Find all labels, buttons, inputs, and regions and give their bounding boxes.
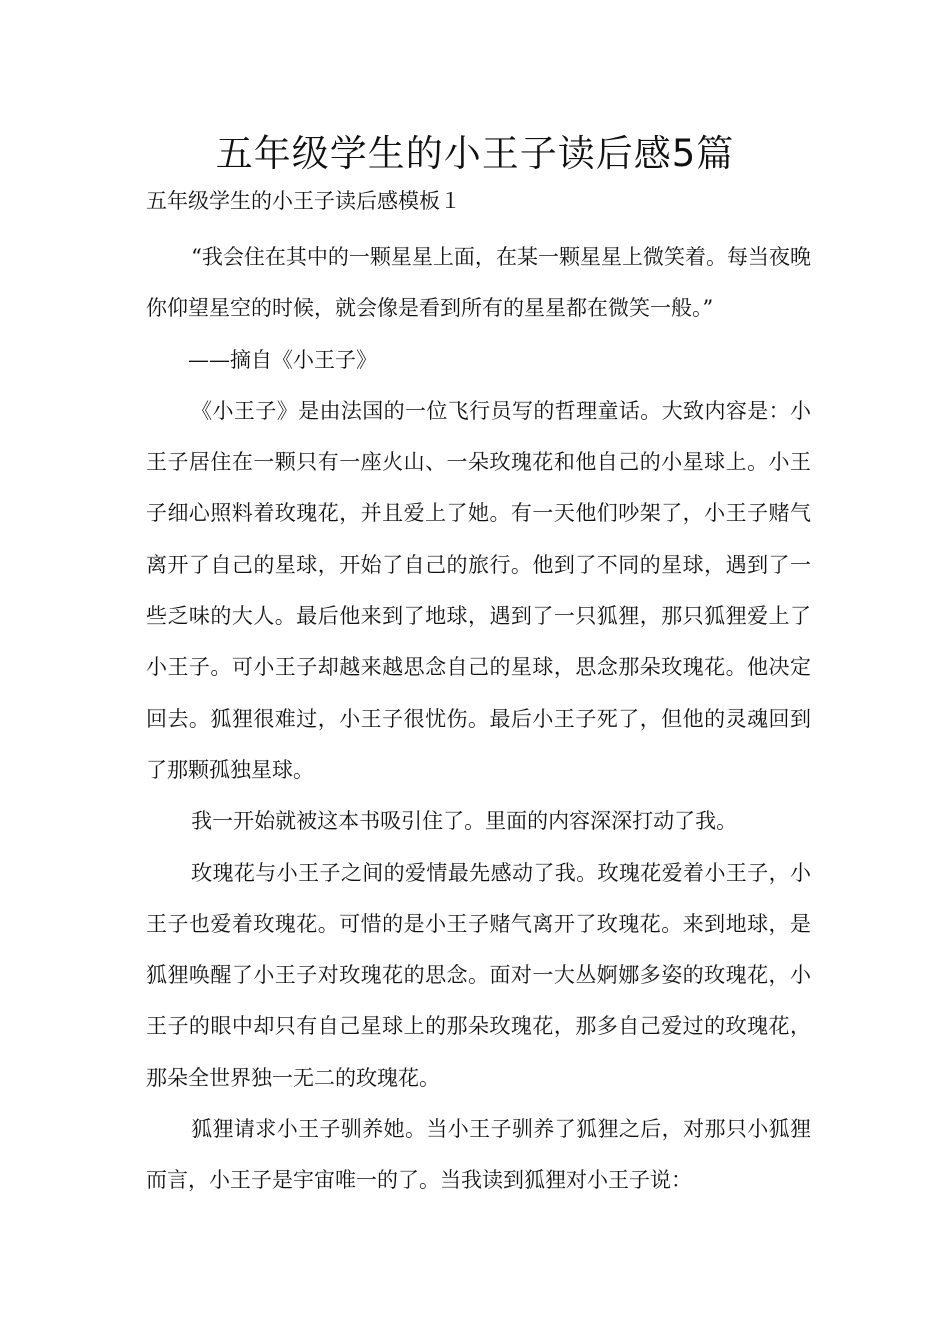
document-title: 五年级学生的小王子读后感5篇 — [215, 132, 735, 175]
document-subtitle: 五年级学生的小王子读后感模板１ — [146, 189, 461, 213]
document-body — [146, 232, 811, 1207]
paragraph-fox: 狐狸请求小王子驯养她。当小王子驯养了狐狸之后，对那只小狐狸而言，小王子是宇宙唯一的了。当我读到狐狸对小王子说： — [146, 1117, 811, 1193]
paragraph-rose: 玫瑰花与小王子之间的爱情最先感动了我。玫瑰花爱着小王子，小王子也爱着玫瑰花。可惜的是小王子赌气离开了玫瑰花。来到地球，是狐狸唤醒了小王子对玫瑰花的思念。面对一大丛婀娜多姿的玫瑰花，小王子的眼中却只有自己星球上的那朵玫瑰花，那多自己爱过的玫瑰花，那朵全世界独一无二的玫瑰花。 — [146, 860, 811, 1090]
paragraph-attribution: ——摘自《小王子》 — [188, 347, 377, 372]
paragraph-quote: “我会住在其中的一颗星星上面，在某一颗星星上微笑着。每当夜晚你仰望星空的时候，就会像是看到所有的星星都在微笑一般。” — [146, 245, 811, 321]
paragraph-impression: 我一开始就被这本书吸引住了。里面的内容深深打动了我。 — [191, 809, 738, 834]
paragraph-summary: 《小王子》是由法国的一位飞行员写的哲理童话。大致内容是：小王子居住在一颗只有一座火山、一朵玫瑰花和他自己的小星球上。小王子细心照料着玫瑰花，并且爱上了她。有一天他们吵架了，小王子赌气离开了自己的星球，开始了自己的旅行。他到了不同的星球，遇到了一些乏味的大人。最后他来到了地球，遇到了一只狐狸，那只狐狸爱上了小王子。可小王子却越来越思念自己的星球，思念那朵玫瑰花。他决定回去。狐狸很难过，小王子很忧伤。最后小王子死了，但他的灵魂回到了那颗孤独星球。 — [146, 398, 811, 782]
